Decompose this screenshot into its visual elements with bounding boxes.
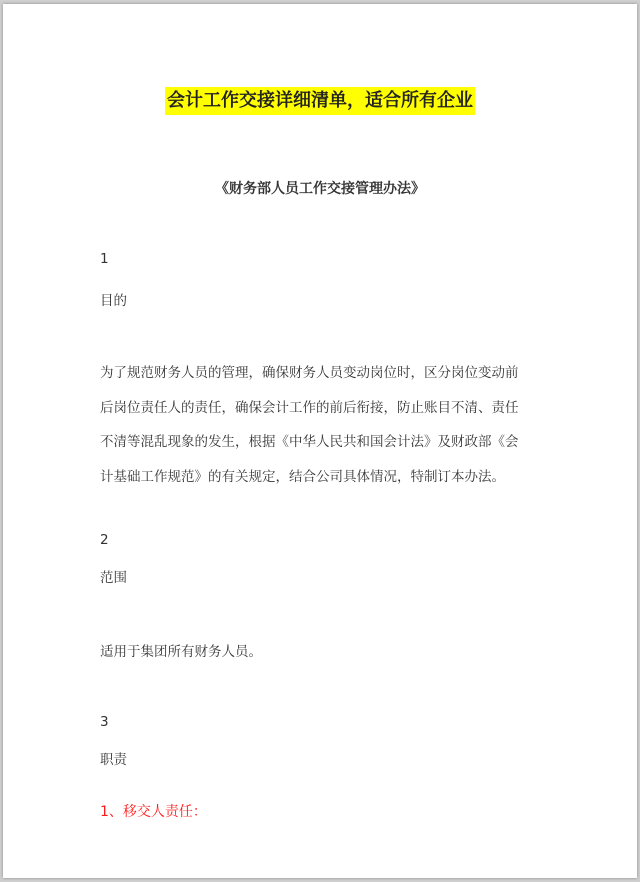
section-1-number: 1 [100,251,109,267]
section-3-subheading: 1、移交人责任： [100,804,207,820]
section-2-number: 2 [100,532,109,548]
section-3-number: 3 [100,714,109,730]
section-2-heading: 范围 [100,570,127,586]
paragraph-line: 不清等混乱现象的发生，根据《中华人民共和国会计法》及财政部《会 [100,434,519,450]
document-subtitle: 《财务部人员工作交接管理办法》 [215,181,425,197]
section-1-heading: 目的 [100,293,127,309]
paragraph-line: 为了规范财务人员的管理，确保财务人员变动岗位时，区分岗位变动前 [100,365,519,381]
title-container [3,87,637,115]
document-title: 会计工作交接详细清单，适合所有企业 [165,87,475,115]
section-2-paragraph: 适用于集团所有财务人员。 [100,644,262,660]
document-page [3,4,637,878]
paragraph-line: 计基础工作规范》的有关规定，结合公司具体情况，特制订本办法。 [100,468,505,485]
section-3-heading: 职责 [100,752,127,768]
paragraph-line: 后岗位责任人的责任，确保会计工作的前后衔接，防止账目不清、责任 [100,399,519,416]
section-1-paragraph [100,356,560,494]
